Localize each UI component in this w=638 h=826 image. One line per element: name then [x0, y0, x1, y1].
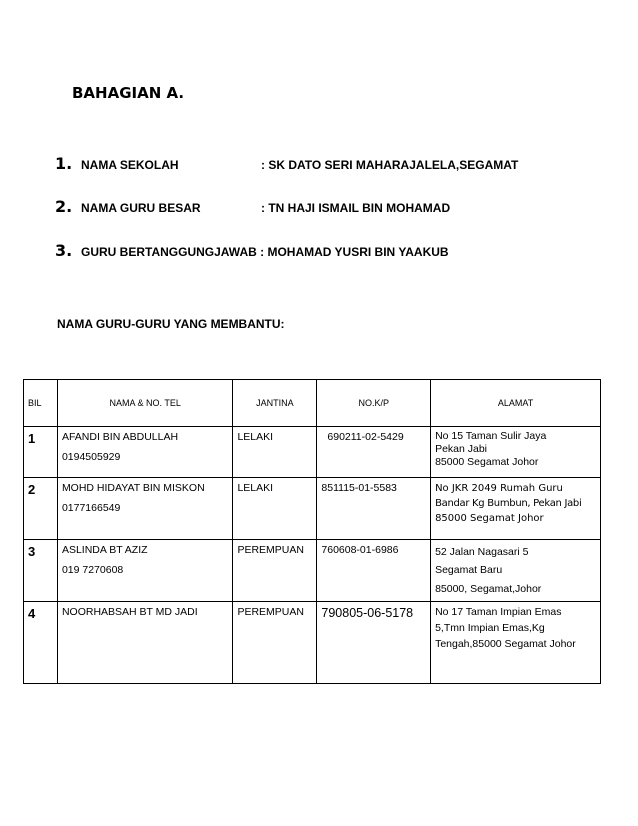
alamat-line: No JKR 2049 Rumah Guru [435, 483, 563, 494]
table-row [24, 540, 601, 602]
header-alamat: ALAMAT [431, 380, 601, 427]
cell-jantina: PEREMPUAN [233, 602, 317, 684]
staff-name: MOHD HIDAYAT BIN MISKON [61, 482, 205, 494]
staff-name: ASLINDA BT AZIZ [61, 544, 148, 556]
alamat-line: 85000 Segamat Johor [435, 456, 539, 469]
staff-name: NOORHABSAH BT MD JADI [61, 606, 198, 619]
cell-alamat [431, 602, 601, 684]
info-label: NAMA SEKOLAH [81, 158, 179, 172]
cell-name [57, 427, 233, 478]
cell-nokp: 790805-06-5178 [317, 602, 431, 684]
cell-name [57, 602, 233, 684]
cell-name [57, 478, 233, 540]
cell-name [57, 540, 233, 602]
header-bil: BIL [24, 380, 58, 427]
staff-name: AFANDI BIN ABDULLAH [61, 431, 179, 443]
cell-alamat [431, 478, 601, 540]
cell-bil: 4 [24, 602, 58, 684]
cell-nokp: 760608-01-6986 [317, 540, 431, 602]
cell-bil: 1 [24, 427, 58, 478]
alamat-line: 5,Tmn Impian Emas,Kg [435, 621, 545, 634]
table-row [24, 478, 601, 540]
info-row-responsible [55, 241, 449, 260]
cell-bil: 2 [24, 478, 58, 540]
info-value: : SK DATO SERI MAHARAJALELA,SEGAMAT [261, 158, 519, 172]
alamat-line: 52 Jalan Nagasari 5 [435, 546, 529, 558]
info-row-school [55, 154, 518, 173]
info-row-headmaster [55, 197, 450, 216]
cell-nokp: 851115-01-5583 [317, 478, 431, 540]
alamat-line: Segamat Baru [435, 564, 503, 577]
header-nokp: NO.K/P [317, 380, 431, 427]
alamat-line: Tengah,85000 Segamat Johor [435, 637, 576, 650]
table-row [24, 427, 601, 478]
cell-bil: 3 [24, 540, 58, 602]
staff-tel: 019 7270608 [61, 563, 124, 576]
alamat-line: No 15 Taman Sulir Jaya [435, 430, 547, 442]
section-title: BAHAGIAN A. [72, 84, 185, 102]
alamat-line: 85000, Segamat,Johor [435, 582, 542, 595]
cell-jantina: LELAKI [233, 427, 317, 478]
info-value: : TN HAJI ISMAIL BIN MOHAMAD [261, 201, 451, 215]
table-header-row [24, 380, 601, 427]
cell-jantina: PEREMPUAN [233, 540, 317, 602]
cell-nokp: 690211-02-5429 [317, 427, 431, 478]
staff-tel: 0177166549 [61, 501, 121, 514]
info-number: 1. [55, 154, 73, 173]
info-number: 3. [55, 241, 73, 260]
alamat-line: Pekan Jabi [435, 443, 488, 456]
staff-tel: 0194505929 [61, 450, 121, 463]
info-label: NAMA GURU BESAR [81, 201, 201, 215]
alamat-line: No 17 Taman Impian Emas [435, 606, 562, 619]
table-row [24, 602, 601, 684]
subheading: NAMA GURU-GURU YANG MEMBANTU: [57, 317, 285, 331]
alamat-line: Bandar Kg Bumbun, Pekan Jabi [435, 498, 582, 509]
cell-jantina: LELAKI [233, 478, 317, 540]
header-jantina: JANTINA [233, 380, 317, 427]
cell-alamat [431, 427, 601, 478]
info-number: 2. [55, 197, 73, 216]
alamat-line: 85000 Segamat Johor [435, 513, 544, 524]
info-label: GURU BERTANGGUNGJAWAB [81, 245, 257, 259]
header-nama: NAMA & NO. TEL [57, 380, 233, 427]
info-value: : MOHAMAD YUSRI BIN YAAKUB [256, 245, 449, 259]
cell-alamat [431, 540, 601, 602]
staff-table [23, 379, 601, 684]
